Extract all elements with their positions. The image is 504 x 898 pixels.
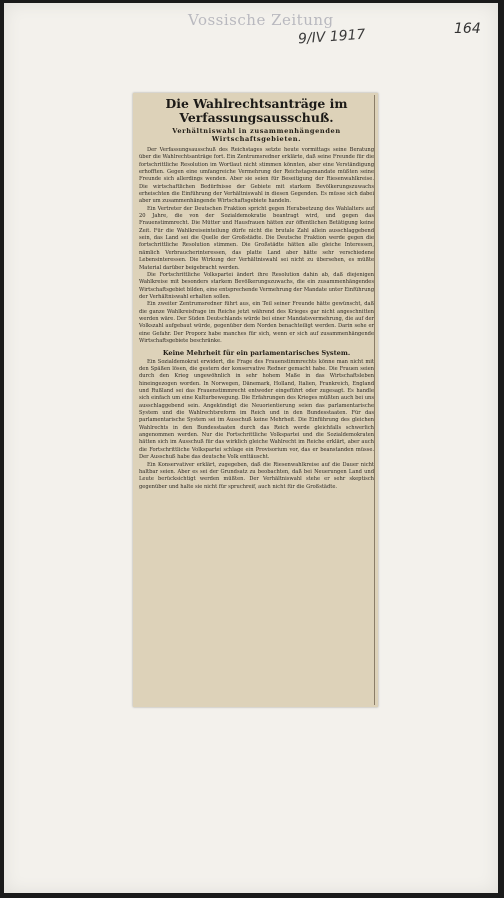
column-rule-right — [374, 95, 375, 705]
article-paragraph: Ein zweiter Zentrumsredner führt aus, ein Teil seiner Freunde hätte gewünscht, daß die ganze Wahlkreisfrage im Reiche jetzt während des Krieges gar nicht angeschnitten werden wäre. Der Süden Deutschlands würde bei einer Mandatsvermehrung, die auf der Volkszahl aufgebaut würde, gegenüber dem Norden benachteiligt werden. Darin sehe er eine Gefahr. Der Proporz habe manches für sich, wenn er sich auf zusammenhängende Wirtschaftsgebiete beschränke. — [139, 301, 374, 345]
article-paragraph: Ein Konservativer erklärt, zugegeben, daß die Riesenwahlkreise auf die Dauer nicht haltbar seien. Aber es sei der Grundsatz zu beobachten, daß bei Neuerungen Land und Leute berücksichtigt werden müßten. Der Verhältniswahl stehe er sehr skeptisch gegenüber und halte sie nicht für spruchreif, auch nicht für die Großstädte. — [139, 461, 374, 490]
newspaper-stamp: Vossische Zeitung — [188, 11, 334, 29]
article-paragraph: Der Verfassungsausschuß des Reichstages setzte heute vormittags seine Beratung über die Wahlrechtsanträge fort. Ein Zentrumsredner erklärte, daß seine Freunde für die fortschrittliche Resolution im Wortlaut nicht stimmen könnten, aber eine Verständigung erhofften. Gegen eine umfangreiche Vermehrung der Reichstagsmandate müßten seine Freunde sich allerdings wenden. Aber sie seien für Beseitigung der Riesenwahlkreise. Die wirtschaftlichen Bedürfnisse der Gebiete mit starkem Bevölkerungszuwachs erheischten die Einführung der Verhältniswahl in diesen Gegenden. Es müsse sich dabei aber um zusammenhängende Wirtschaftsgebiete handeln. — [139, 146, 374, 205]
article-paragraph: Die Fortschrittliche Volkspartei ändert ihre Resolution dahin ab, daß diejenigen Wahlkreise mit besonders starkem Bevölkerungszuwachs, die ein zusammenhängendes Wirtschaftsgebiet bilden, eine entsprechende Vermehrung der Mandate unter Einführung der Verhältniswahl erhalten sollen. — [139, 271, 374, 300]
article-subheadline: Verhältniswahl in zusammenhängenden Wirtschaftsgebieten. — [172, 127, 341, 144]
article-headline: Die Wahlrechtsanträge im Verfassungsausschuß. — [165, 96, 348, 125]
article-paragraph: Ein Sozialdemokrat erwidert, die Frage des Frauenstimmrechts könne man nicht mit den Späßen lösen, die gestern der konservative Redner gemacht habe. Die Frauen seien durch den Krieg ungewöhnlich in sehr hohem Maße in das Wirtschaftsleben hineingezogen worden. In Norwegen, Dänemark, Holland, Italien, Frankreich, England und Rußland sei das Frauenstimmrecht entweder eingeführt oder zugesagt. Es handle sich einfach um eine Kulturbewegung. Die Erfahrungen des Krieges müßten auch bei uns ausschlaggebend sein. Angekündigt die Neuorientierung seien das parlamentarische System und die Wahlrechtsreform im Reich und in den Bundesstaaten. Für das parlamentarische System sei im Ausschuß keine Mehrheit. Die Einführung des gleichen Wahlrechts in den Bundesstaaten durch das Reich werde gleichfalls schwerlich angenommen werden. Nur die Fortschrittliche Volkspartei und die Sozialdemokraten hätten sich im Ausschuß für das wirklich gleiche Wahlrecht im Reiche erklärt, aber auch die Fortschrittliche Volkspartei schlage ein Provisorium vor, das er beanstanden müsse. Der Ausschuß habe das deutsche Volk enttäuscht. — [139, 358, 374, 461]
article-paragraph: Ein Vertreter der Deutschen Fraktion spricht gegen Herabsetzung des Wahlalters auf 20 Jahre, die von der Sozialdemokratie beantragt wird, und gegen das Frauenstimmrecht. Die Mütter und Hausfrauen hätten zur öffentlichen Betätigung keine Zeit. Für die Wahlkreiseinteilung dürfe nicht die brutale Zahl allein ausschlaggebend sein, das Land sei die Quelle der Großstädte. Die Deutsche Fraktion werde gegen die fortschrittliche Resolution stimmen. Die Großstädte hätten alle gleiche Interessen, nämlich Verbraucherinteressen, das platte Land aber hätte sehr verschiedene Lebensinteressen. Die Wirkung der Verhältniswahl sei nicht zu übersehen, es müßte Material darüber beigebracht werden. — [139, 205, 374, 271]
section-heading: Keine Mehrheit für ein parlamentarisches System. — [162, 348, 351, 357]
handwritten-page-number: 164 — [454, 21, 481, 37]
newspaper-clipping — [133, 93, 378, 707]
handwritten-date: 9/IV 1917 — [297, 26, 366, 48]
